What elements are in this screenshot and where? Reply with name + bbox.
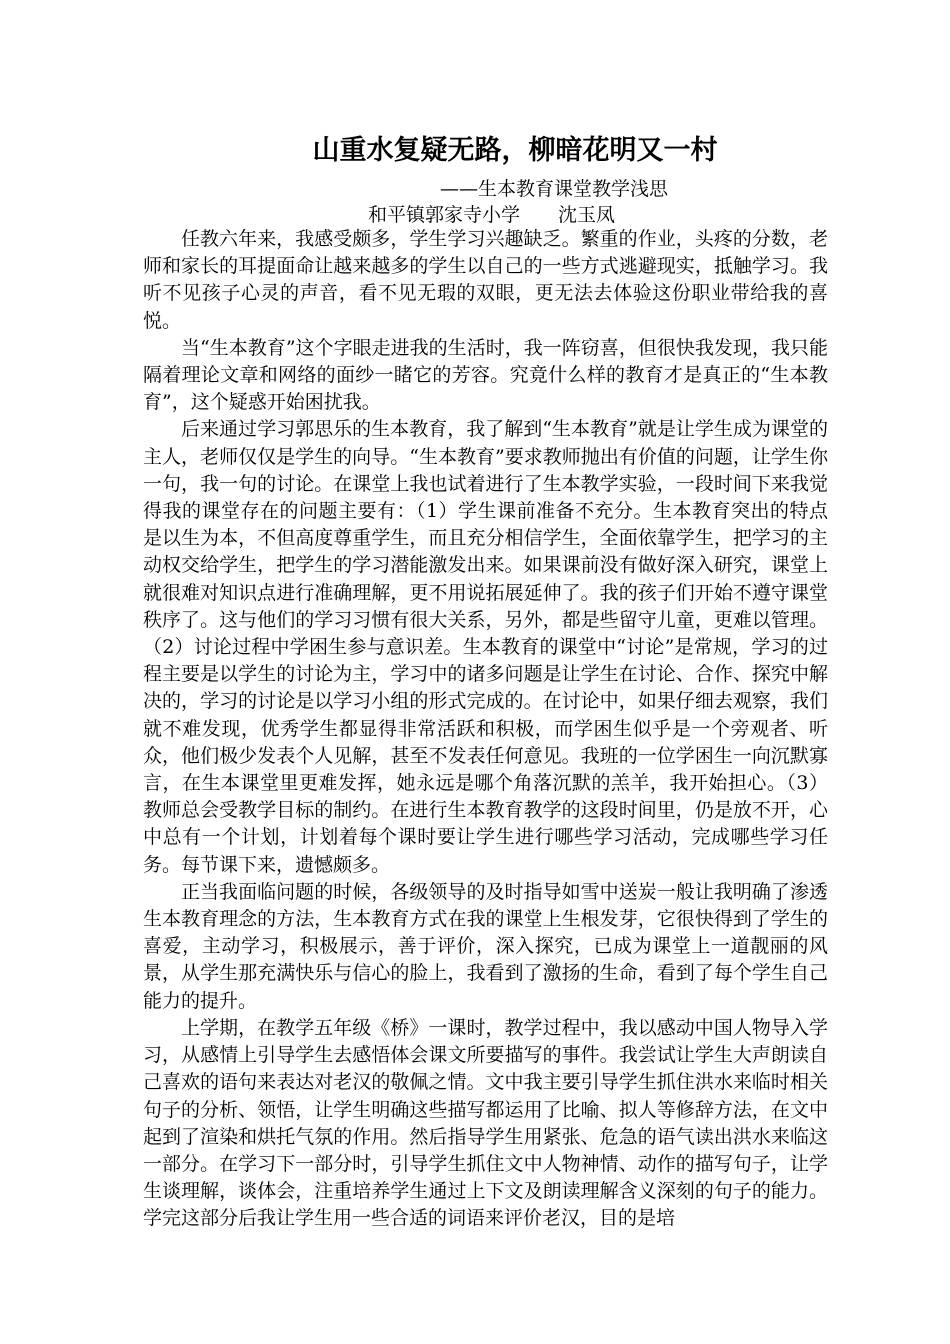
document-title: 山重水复疑无路，柳暗花明又一村 <box>312 135 718 166</box>
paragraph: 正当我面临问题的时候，各级领导的及时指导如雪中送炭一般让我明确了渗透生本教育理念的方法，生本教育方式在我的课堂上生根发芽，它很快得到了学生的喜爱，主动学习，积极展示，善于评价，深入探究，已成为课堂上一道靓丽的风景，从学生那充满快乐与信心的脸上，我看到了激扬的生命，看到了每个学生自己能力的提升。 <box>143 880 828 1012</box>
paragraph: 任教六年来，我感受颇多，学生学习兴趣缺乏。繁重的作业，头疼的分数，老师和家长的耳提面命让越来越多的学生以自己的一些方式逃避现实，抵触学习。我听不见孩子心灵的声音，看不见无瑕的双眼，更无法去体验这份职业带给我的喜悦。 <box>143 228 828 332</box>
paragraph: 上学期，在教学五年级《桥》一课时，教学过程中，我以感动中国人物导入学习，从感情上引导学生去感悟体会课文所要描写的事件。我尝试让学生大声朗读自己喜欢的语句来表达对老汉的敬佩之情。文中我主要引导学生抓住洪水来临时相关句子的分析、领悟，让学生明确这些描写都运用了比喻、拟人等修辞方法，在文中起到了渲染和烘托气氛的作用。然后指导学生用紧张、危急的语气读出洪水来临这一部分。在学习下一部分时，引导学生抓住文中人物神情、动作的描写句子，让学生谈理解，谈体会，注重培养学生通过上下文及朗读理解含义深刻的句子的能力。学完这部分后我让学生用一些合适的词语来评价老汉，目的是培 <box>143 1016 828 1230</box>
school-name: 和平镇郭家寺小学 <box>368 204 521 226</box>
document-subtitle: ——生本教育课堂教学浅思 <box>440 178 669 200</box>
author-line <box>368 202 615 228</box>
author-name: 沈玉凤 <box>558 204 616 226</box>
document-body <box>143 226 828 1233</box>
paragraph: 后来通过学习郭思乐的生本教育，我了解到“生本教育”就是让学生成为课堂的主人，老师仅仅是学生的向导。“生本教育”要求教师抛出有价值的问题，让学生你一句，我一句的讨论。在课堂上我也试着进行了生本教学实验，一段时间下来我觉得我的课堂存在的问题主要有：（1）学生课前准备不充分。生本教育突出的特点是以生为本，不但高度尊重学生，而且充分相信学生，全面依靠学生，把学习的主动权交给学生，把学生的学习潜能激发出来。如果课前没有做好深入研究，课堂上就很难对知识点进行准确理解，更不用说拓展延伸了。我的孩子们开始不遵守课堂秩序了。这与他们的学习习惯有很大关系，另外，都是些留守儿童，更难以管理。（2）讨论过程中学困生参与意识差。生本教育的课堂中“讨论”是常规，学习的过程主要是以学生的讨论为主，学习中的诸多问题是让学生在讨论、合作、探究中解决的，学习的讨论是以学习小组的形式完成的。在讨论中，如果仔细去观察，我们就不难发现，优秀学生都显得非常活跃和积极，而学困生似乎是一个旁观者、听众，他们极少发表个人见解，甚至不发表任何意见。我班的一位学困生一向沉默寡言，在生本课堂里更难发挥，她永远是哪个角落沉默的羔羊，我开始担心。（3）教师总会受教学目标的制约。在进行生本教育教学的这段时间里，仍是放不开，心中总有一个计划，计划着每个课时要让学生进行哪些学习活动，完成哪些学习任务。每节课下来，遗憾颇多。 <box>143 418 828 876</box>
paragraph: 当“生本教育”这个字眼走进我的生活时，我一阵窃喜，但很快我发现，我只能隔着理论文章和网络的面纱一睹它的芳容。究竟什么样的教育才是真正的“生本教育”，这个疑惑开始困扰我。 <box>143 336 828 414</box>
